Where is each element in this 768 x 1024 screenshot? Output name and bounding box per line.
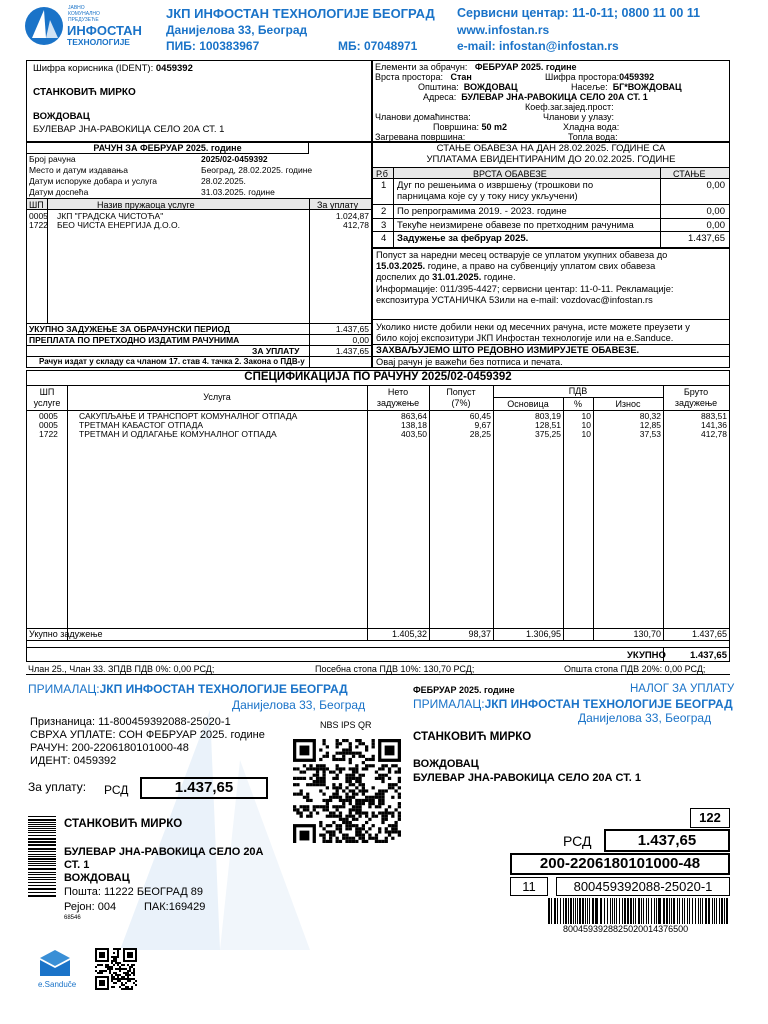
spec-row-amt: 80,32	[639, 411, 661, 421]
barcode-bar	[560, 898, 561, 924]
overpay-label: ПРЕПЛАТА ПО ПРЕТХОДНО ИЗДАТИМ РАЧУНИМА	[29, 335, 240, 345]
slip-currency: РСД	[104, 783, 129, 797]
barcode-bar	[638, 898, 640, 924]
spec-total-amt: 130,70	[633, 629, 661, 639]
invoice-title: РАЧУН ЗА ФЕБРУАР 2025. године	[27, 143, 309, 154]
info-line-3c: године.	[481, 272, 516, 282]
invoice-row-label: Датум испоруке добара и услуга	[29, 176, 158, 186]
household-label: Чланови домаћинства:	[375, 112, 471, 122]
municipality-label: Општина:	[418, 82, 459, 92]
pay-label: ЗА УПЛАТУ	[252, 346, 300, 356]
debt-row-divider	[373, 231, 729, 232]
barcode-bar	[651, 898, 652, 924]
barcode-bar	[607, 898, 608, 924]
spec-row-disc: 28,25	[469, 429, 491, 439]
spec-sp-header: ШП	[39, 387, 55, 397]
barcode-bar	[28, 826, 56, 827]
barcode-bar	[714, 898, 715, 924]
barcode-bar	[663, 898, 665, 924]
barcode-bar	[28, 848, 56, 850]
barcode-bar	[692, 898, 693, 924]
infostan-logo-icon	[24, 4, 64, 48]
debt-row-divider	[373, 218, 729, 219]
debt-row-rb: 3	[381, 220, 387, 231]
hot-water-label: Топла вода:	[568, 132, 618, 142]
barcode-bar	[604, 898, 605, 924]
barcode-bar	[548, 898, 550, 924]
elements-period: ФЕБРУАР 2025. године	[474, 62, 577, 72]
spec-row-service: ТРЕТМАН И ОДЛАГАЊЕ КОМУНАЛНОГ ОТПАДА	[79, 429, 277, 439]
ident-value: 0459392	[155, 63, 193, 74]
spec-total-net: 1.405,32	[391, 629, 427, 639]
customer-municipality: ВОЖДОВАЦ	[33, 111, 90, 122]
spec-row-net: 403,50	[401, 429, 427, 439]
slip-recipient: ЈКП ИНФОСТАН ТЕХНОЛОГИЈЕ БЕОГРАД	[99, 682, 348, 696]
settlement-label: Насеље:	[571, 82, 608, 92]
space-type-value: Стан	[450, 72, 472, 82]
barcode-bar	[568, 898, 569, 924]
slip-receipt-no: Признаница: 11-800459392088-25020-1	[30, 716, 231, 728]
logo-small-text: ЈАВНО КОМУНАЛНО ПРЕДУЗЕЋЕ	[68, 5, 100, 23]
spec-vat-header: ПДВ	[568, 386, 588, 396]
barcode-bar	[28, 858, 56, 860]
slip-right-recipient-label: ПРИМАЛАЦ:	[413, 697, 485, 711]
info-line-3a: доспелих до	[376, 272, 433, 282]
info-line-7: било којој експозитури ЈКП Инфостан технологије или на e.Sanduce.	[376, 333, 674, 343]
ident-label: Шифра корисника (IDENT):	[33, 63, 154, 74]
barcode-bar	[28, 892, 56, 893]
spec-row-gross: 412,78	[701, 429, 727, 439]
spec-row-base: 375,25	[535, 429, 561, 439]
debt-row-type-2: парницама које су у току нису укључени)	[397, 191, 578, 202]
barcode-bar	[619, 898, 621, 924]
address-label: Адреса:	[423, 92, 457, 102]
municipality-value: ВОЖДОВАЦ	[463, 82, 518, 92]
barcode-bar	[28, 895, 56, 897]
barcode-bar	[28, 861, 56, 862]
elements-box	[372, 60, 730, 142]
overpay-value: 0,00	[352, 335, 369, 345]
barcode-bar	[28, 856, 56, 857]
spec-disc-header-2: (7%)	[451, 398, 471, 408]
space-type-label: Врста простора:	[375, 72, 443, 82]
debt-box	[372, 142, 730, 248]
slip-recipient-label: ПРИМАЛАЦ:	[28, 682, 100, 696]
spec-net-header-2: задужење	[376, 398, 420, 408]
barcode-bar	[635, 898, 637, 924]
barcode-bar	[577, 898, 578, 924]
spec-row-base: 128,51	[535, 420, 561, 430]
coef-label: Коеф.заг.зајед.прост:	[525, 102, 614, 112]
slip-right-payer-town: ВОЖДОВАЦ	[413, 758, 479, 770]
invoice-row-value: 31.03.2025. године	[201, 187, 275, 197]
slip-right-currency: РСД	[563, 833, 592, 849]
barcode-bar	[28, 868, 56, 870]
debt-row-type: Текуће неизмирене обавезе по претходним рачунима	[397, 220, 634, 231]
slip-purpose: СВРХА УПЛАТЕ: СОН ФЕБРУАР 2025. године	[30, 729, 265, 741]
barcode-bar	[627, 898, 629, 924]
barcode-bar	[600, 898, 602, 924]
barcode-bar	[666, 898, 668, 924]
barcode-bar	[573, 898, 574, 924]
address-value: БУЛЕВАР ЈНА-РАВОКИЦА СЕЛО 20А СТ. 1	[461, 92, 648, 102]
discount-date: 15.03.2025.	[376, 261, 426, 271]
barcode-bar	[579, 898, 581, 924]
spec-gross-header: Бруто	[683, 387, 709, 397]
barcode-bar	[582, 898, 584, 924]
barcode-bar	[28, 872, 56, 873]
provider-name: ЈКП "ГРАДСКА ЧИСТОЋА"	[57, 211, 164, 221]
barcode-bar	[641, 898, 642, 924]
slip-account: РАЧУН: 200-2206180101000-48	[30, 742, 189, 754]
barcode-bar	[28, 819, 56, 821]
info-line-1: Попуст за наредни месец остварује се уплатом укупних обавеза до	[376, 250, 668, 260]
slip-payer-street: БУЛЕВАР ЈНА-РАВОКИЦА СЕЛО 20А	[64, 846, 264, 858]
spec-row-sp: 1722	[39, 429, 58, 439]
thanks-line: ЗАХВАЉУЈЕМО ШТО РЕДОВНО ИЗМИРУЈЕТЕ ОБАВЕЗЕ.	[376, 345, 640, 355]
service-center: Сервисни центар: 11-0-11; 0800 11 00 11	[457, 6, 701, 20]
spec-row-net: 138,18	[401, 420, 427, 430]
barcode-bar	[28, 824, 56, 825]
barcode-bar	[28, 874, 56, 875]
invoice-box	[26, 142, 372, 368]
barcode-bar	[28, 888, 56, 890]
customer-name: СТАНКОВИЋ МИРКО	[33, 87, 136, 98]
logo-sub: ТЕХНОЛОГИЈЕ	[67, 37, 130, 47]
debt-row-rb: 2	[381, 206, 387, 217]
slip-small-code: 68546	[64, 915, 81, 921]
barcode-bar	[28, 863, 56, 864]
spec-row-net: 863,64	[401, 411, 427, 421]
barcode-bar	[722, 898, 723, 924]
barcode-bar	[659, 898, 661, 924]
barcode-bar	[28, 844, 56, 846]
spec-pct-header: %	[573, 399, 582, 409]
slip-right-month: ФЕБРУАР 2025. године	[413, 685, 515, 695]
spec-row-amt: 12,85	[639, 420, 661, 430]
invoice-row-label: Датум доспећа	[29, 187, 89, 197]
barcode-bar	[712, 898, 713, 924]
barcode-bar	[28, 832, 56, 833]
barcode-bar	[28, 835, 56, 836]
debt-row-rb: 4	[381, 233, 387, 244]
specification-box	[26, 370, 730, 662]
vat-note: Рачун издат у складу са чланом 17. став 4. тачка 2. Закона о ПДВ-у	[39, 357, 305, 366]
spec-total-gross: 1.437,65	[691, 629, 727, 639]
slip-amount: 1.437,65	[140, 777, 268, 799]
slip-post: Пошта: 11222 БЕОГРАД 89	[64, 886, 203, 898]
spec-row-gross: 141,36	[701, 420, 727, 430]
address-barcode	[28, 816, 56, 916]
barcode-bar	[28, 816, 56, 817]
total-value: 1.437,65	[335, 324, 369, 334]
barcode-bar	[679, 898, 680, 924]
barcode-bar	[700, 898, 701, 924]
invoice-row-label: Место и датум издавања	[29, 165, 128, 175]
barcode-bar	[28, 877, 56, 878]
slip-right-recipient-address: Данијелова 33, Београд	[578, 711, 712, 725]
grand-total-label: УКУПНО	[627, 650, 666, 661]
barcode-bar	[695, 898, 696, 924]
spec-row-pct: 10	[581, 429, 591, 439]
barcode-bar	[575, 898, 576, 924]
barcode-bar	[698, 898, 699, 924]
debt-row-rb: 1	[381, 180, 387, 191]
barcode-bar	[656, 898, 657, 924]
barcode-bar	[28, 865, 56, 866]
info-line-5: експозитура УСТАНИЧКА 53или на e-mail: vozdovac@infostan.rs	[376, 295, 653, 305]
website-link[interactable]: www.infostan.rs	[457, 23, 550, 37]
barcode-bar	[592, 898, 594, 924]
spec-service-header: Услуга	[203, 392, 231, 402]
barcode-bar	[28, 822, 56, 823]
spec-total-disc: 98,37	[468, 629, 491, 639]
spec-row-pct: 10	[581, 411, 591, 421]
info-line-2: године, а право на субвенцију уплатом свих обавеза	[425, 261, 656, 271]
barcode-bar	[721, 898, 722, 924]
spec-total-base: 1.306,95	[525, 629, 561, 639]
esanduce-icon	[38, 948, 72, 978]
customer-box	[26, 60, 372, 142]
barcode-bar	[28, 885, 56, 886]
payment-reference: 800459392088-25020-1	[556, 877, 730, 896]
provider-sp: 0005	[29, 211, 48, 221]
spec-row-service: САКУПЉАЊЕ И ТРАНСПОРТ КОМУНАЛНОГ ОТПАДА	[79, 411, 298, 421]
barcode-bar	[554, 898, 556, 924]
slip-right-recipient: ЈКП ИНФОСТАН ТЕХНОЛОГИЈЕ БЕОГРАД	[484, 697, 733, 711]
barcode-bar	[614, 898, 615, 924]
cold-water-label: Хладна вода:	[563, 122, 620, 132]
company-name: ЈКП ИНФОСТАН ТЕХНОЛОГИЈЕ БЕОГРАД	[166, 6, 435, 21]
slip-payer-town: ВОЖДОВАЦ	[64, 872, 130, 884]
spec-row-disc: 9,67	[474, 420, 491, 430]
spec-row-disc: 60,45	[469, 411, 491, 421]
info-line-4: Информације: 011/395-4427; сервисни центар: 11-0-11. Рекламације:	[376, 284, 674, 294]
subsidy-date: 31.01.2025.	[432, 272, 482, 282]
barcode-bar	[585, 898, 586, 924]
provider-sp-header: ШП	[29, 200, 44, 210]
company-address: Данијелова 33, Београд	[166, 23, 308, 37]
barcode-bar	[646, 898, 647, 924]
grand-total-value: 1.437,65	[690, 650, 727, 661]
barcode-bar	[28, 854, 56, 855]
barcode-bar	[648, 898, 649, 924]
barcode-bar	[658, 898, 659, 924]
elements-label: Елементи за обрачун:	[375, 62, 468, 72]
debt-row-divider	[373, 204, 729, 205]
barcode-bar	[622, 898, 623, 924]
debt-row-type: По репрограмима 2019. - 2023. године	[397, 206, 567, 217]
space-code-value: 0459392	[619, 72, 655, 82]
provider-name: БЕО ЧИСТА ЕНЕРГИЈА Д.О.О.	[57, 220, 180, 230]
invoice-row-value: 2025/02-0459392	[201, 154, 268, 164]
barcode-bar	[705, 898, 707, 924]
pay-value: 1.437,65	[335, 346, 369, 356]
spec-row-gross: 883,51	[701, 411, 727, 421]
provider-pay-header: За уплату	[317, 200, 359, 210]
barcode-bar	[28, 828, 56, 829]
provider-amount: 1.024,87	[335, 211, 369, 221]
barcode-bar	[633, 898, 634, 924]
spec-title: СПЕЦИФИКАЦИЈА ПО РАЧУНУ 2025/02-0459392	[244, 371, 512, 383]
spec-row-pct: 10	[581, 420, 591, 430]
debt-row-value: 0,00	[706, 206, 725, 217]
barcode-bar	[589, 898, 590, 924]
slip-ident: ИДЕНТ: 0459392	[30, 755, 117, 767]
invoice-row-label: Број рачуна	[29, 154, 76, 164]
spec-amt-header: Износ	[615, 399, 641, 409]
debt-row-type: Задужење за фебруар 2025.	[397, 233, 529, 244]
spec-total-label: Укупно задужење	[29, 629, 103, 639]
email-link[interactable]: e-mail: infostan@infostan.rs	[457, 39, 619, 53]
slip-payer-name: СТАНКОВИЋ МИРКО	[64, 818, 183, 830]
spec-disc-header: Попуст	[446, 387, 476, 397]
spec-row-amt: 37,53	[639, 429, 661, 439]
barcode-bar	[684, 898, 685, 924]
debt-rb-header: Р.б	[376, 169, 388, 179]
logo-name: ИНФОСТАН	[67, 23, 142, 38]
barcode-bar	[643, 898, 644, 924]
slip-pay-label: За уплату:	[28, 780, 87, 794]
slip-right-account: 200-2206180101000-48	[510, 853, 730, 875]
vat-exempt-line: Члан 25., Члан 33. ЗПДВ ПДВ 0%: 0,00 РСД;	[28, 664, 215, 674]
validity-line: Овај рачун је важећи без потписа и печата.	[376, 357, 563, 367]
barcode-bar	[677, 898, 679, 924]
vat-special-line: Посебна стопа ПДВ 10%: 130,70 РСД;	[315, 664, 475, 674]
barcode-bar	[708, 898, 710, 924]
payment-barcode	[548, 898, 730, 924]
company-pib: ПИБ: 100383967	[166, 39, 260, 53]
barcode-bar	[716, 898, 717, 924]
total-label: УКУПНО ЗАДУЖЕЊЕ ЗА ОБРАЧУНСКИ ПЕРИОД	[29, 324, 231, 334]
esanduce-qr-code	[95, 948, 137, 990]
slip-right-amount: 1.437,65	[604, 829, 730, 852]
spec-row-sp: 0005	[39, 411, 58, 421]
esanduce-label: e.Sanduče	[38, 980, 77, 989]
spec-gross-header-2: задужење	[674, 398, 718, 408]
barcode-bar	[671, 898, 672, 924]
barcode-bar	[630, 898, 632, 924]
ips-label: NBS IPS QR	[320, 720, 372, 730]
barcode-bar	[557, 898, 559, 924]
payment-order-title: НАЛОГ ЗА УПЛАТУ	[630, 683, 735, 695]
slip-recipient-address: Данијелова 33, Београд	[232, 698, 366, 712]
barcode-bar	[28, 851, 56, 852]
area-label: Површина:	[433, 122, 479, 132]
barcode-bar	[570, 898, 572, 924]
provider-name-header: Назив пружаоца услуге	[97, 200, 195, 210]
vat-general-line: Општа стопа ПДВ 20%: 0,00 РСД;	[564, 664, 706, 674]
info-box	[372, 248, 730, 368]
barcode-bar	[565, 898, 567, 924]
debt-type-header: ВРСТА ОБАВЕЗЕ	[473, 169, 547, 179]
slip-right-payer-street: БУЛЕВАР ЈНА-РАВОКИЦА СЕЛО 20А СТ. 1	[413, 772, 641, 784]
spec-sp-header-2: услуге	[33, 398, 61, 408]
area-value: 50 m2	[481, 122, 508, 132]
barcode-bar	[687, 898, 688, 924]
barcode-bar	[669, 898, 670, 924]
barcode-bar	[673, 898, 675, 924]
barcode-bar	[612, 898, 613, 924]
barcode-bar	[702, 898, 704, 924]
invoice-row-value: 28.02.2025.	[201, 176, 246, 186]
barcode-number: 8004593928825020014376500	[563, 924, 689, 934]
debt-state-header: СТАЊЕ	[673, 169, 706, 179]
barcode-bar	[28, 882, 56, 883]
barcode-bar	[563, 898, 564, 924]
barcode-bar	[28, 830, 56, 831]
payment-model: 11	[510, 877, 548, 896]
barcode-bar	[654, 898, 655, 924]
heated-area-label: Загревана површина:	[375, 132, 466, 142]
settlement-value: БГ*ВОЖДОВАЦ	[612, 82, 682, 92]
barcode-bar	[595, 898, 596, 924]
debt-row-value: 1.437,65	[688, 233, 725, 244]
provider-amount: 412,78	[343, 220, 369, 230]
barcode-bar	[689, 898, 690, 924]
space-code-label: Шифра простора:	[545, 72, 620, 82]
barcode-bar	[587, 898, 588, 924]
info-line-6: Уколико нисте добили неки од месечних рачуна, исте можете преузети у	[376, 322, 690, 332]
invoice-row-value: Београд, 28.02.2025. године	[201, 165, 313, 175]
spec-row-service: ТРЕТМАН КАБАСТОГ ОТПАДА	[79, 420, 204, 430]
debt-title-2: УПЛАТАМА ЕВИДЕНТИРАНИМ ДО 20.02.2025. ГОДИНЕ	[426, 154, 676, 165]
debt-row-value: 0,00	[706, 180, 725, 191]
slip-right-payer-name: СТАНКОВИЋ МИРКО	[413, 731, 532, 743]
debt-row-value: 0,00	[706, 220, 725, 231]
barcode-bar	[616, 898, 617, 924]
barcode-bar	[610, 898, 611, 924]
customer-street: БУЛЕВАР ЈНА-РАВОКИЦА СЕЛО 20А СТ. 1	[33, 124, 225, 135]
barcode-bar	[551, 898, 552, 924]
barcode-bar	[624, 898, 626, 924]
slip-pak: ПАК:169429	[144, 901, 206, 913]
spec-row-sp: 0005	[39, 420, 58, 430]
barcode-bar	[726, 898, 728, 924]
entrance-label: Чланови у улазу:	[543, 112, 615, 122]
spec-row-base: 803,19	[535, 411, 561, 421]
slip-payer-street-2: СТ. 1	[64, 859, 90, 871]
debt-title-1: СТАЊЕ ОБАВЕЗА НА ДАН 28.02.2025. ГОДИНЕ СА	[436, 143, 666, 154]
slip-district: Рејон: 004	[64, 901, 117, 913]
debt-row-type: Дуг по решењима о извршењу (трошкови по	[397, 180, 594, 191]
barcode-bar	[596, 898, 598, 924]
barcode-bar	[719, 898, 720, 924]
barcode-bar	[682, 898, 683, 924]
ips-qr-code	[293, 739, 401, 843]
company-mb: МБ: 07048971	[338, 39, 418, 53]
barcode-bar	[28, 838, 56, 840]
barcode-bar	[28, 879, 56, 880]
barcode-bar	[28, 841, 56, 843]
provider-sp: 1722	[29, 220, 48, 230]
barcode-bar	[724, 898, 725, 924]
spec-net-header: Нето	[387, 387, 409, 397]
spec-base-header: Основица	[507, 399, 549, 409]
payment-code: 122	[690, 808, 730, 828]
